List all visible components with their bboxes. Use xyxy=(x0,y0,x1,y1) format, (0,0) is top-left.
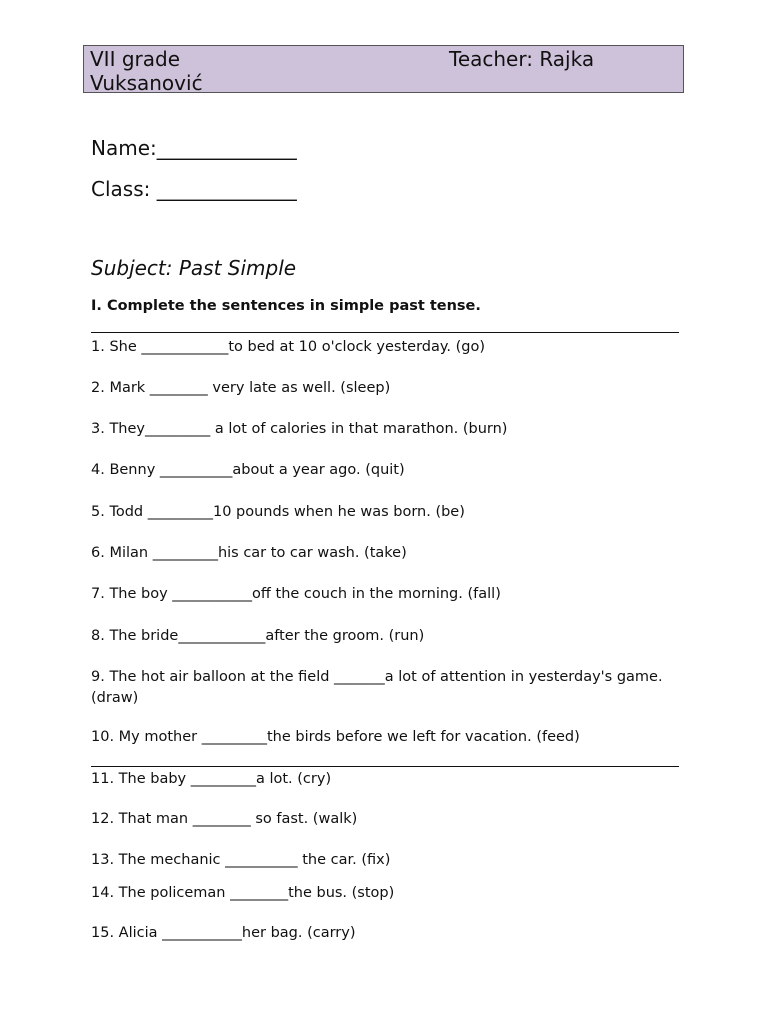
exercise-item-13: 13. The mechanic __________ the car. (fix) xyxy=(91,852,391,868)
exercise-item-1: 1. She ____________to bed at 10 o'clock yesterday. (go) xyxy=(91,339,485,355)
teacher-surname: Vuksanović xyxy=(90,71,203,95)
middle-divider xyxy=(91,766,679,767)
top-divider xyxy=(91,332,679,333)
class-field: Class: ______________ xyxy=(91,177,297,201)
exercise-item-6: 6. Milan _________his car to car wash. (take) xyxy=(91,545,407,561)
exercise-item-2: 2. Mark ________ very late as well. (sleep) xyxy=(91,380,391,396)
exercise-item-10: 10. My mother _________the birds before we left for vacation. (feed) xyxy=(91,729,580,745)
exercise-item-15: 15. Alicia ___________her bag. (carry) xyxy=(91,925,356,941)
name-field: Name:______________ xyxy=(91,136,297,160)
grade-label: VII grade xyxy=(90,47,181,71)
exercise-item-9: 9. The hot air balloon at the field _______a lot of attention in yesterday's game. (draw) xyxy=(91,669,663,706)
teacher-label: Teacher: Rajka xyxy=(449,47,595,71)
exercise-item-5: 5. Todd _________10 pounds when he was born. (be) xyxy=(91,504,465,520)
subject-heading: Subject: Past Simple xyxy=(91,256,297,280)
exercise-item-3: 3. They_________ a lot of calories in that marathon. (burn) xyxy=(91,421,508,437)
header-box xyxy=(83,45,684,93)
exercise-item-8: 8. The bride____________after the groom. (run) xyxy=(91,628,425,644)
exercise-item-14: 14. The policeman ________the bus. (stop) xyxy=(91,885,395,901)
exercise-item-4: 4. Benny __________about a year ago. (quit) xyxy=(91,462,405,478)
instruction-heading: I. Complete the sentences in simple past tense. xyxy=(91,298,481,314)
exercise-item-11: 11. The baby _________a lot. (cry) xyxy=(91,771,332,787)
exercise-item-12: 12. That man ________ so fast. (walk) xyxy=(91,811,358,827)
exercise-item-7: 7. The boy ___________off the couch in the morning. (fall) xyxy=(91,586,501,602)
